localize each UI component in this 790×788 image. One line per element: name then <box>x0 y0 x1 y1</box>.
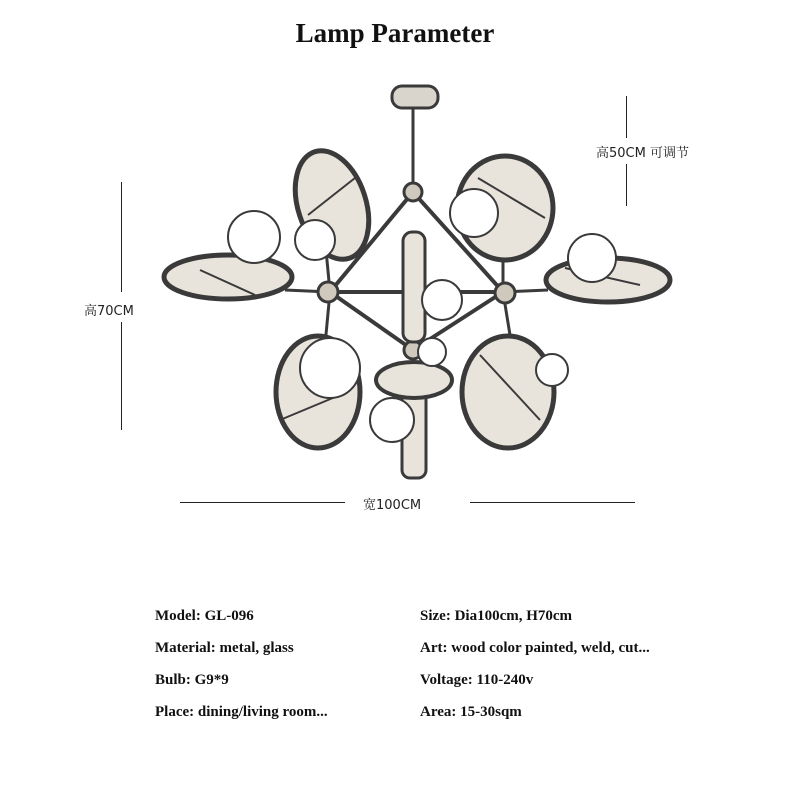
dim-width-label: 宽100CM <box>363 494 421 513</box>
ring-left <box>164 255 292 299</box>
globe-bottom-left <box>300 338 360 398</box>
ring-center-vertical <box>403 232 425 342</box>
globe-center-low <box>418 338 446 366</box>
dim-width-line-left <box>180 502 345 503</box>
spec-size: Size: Dia100cm, H70cm <box>420 608 573 624</box>
dim-adjustable-line-top <box>626 96 627 138</box>
page-title: Lamp Parameter <box>295 18 495 48</box>
globe-top-left-inner <box>295 220 335 260</box>
dim-height-label: 高70CM <box>84 300 134 319</box>
spec-model: Model: GL-096 <box>155 608 254 624</box>
dim-height-line-bottom <box>121 322 122 430</box>
globe-bottom-center <box>370 398 414 442</box>
spec-art: Art: wood color painted, weld, cut... <box>420 640 650 656</box>
spec-area: Area: 15-30sqm <box>420 704 522 720</box>
globe-right <box>568 234 616 282</box>
spec-voltage: Voltage: 110-240v <box>420 672 534 688</box>
ring-bottom-right <box>462 336 554 448</box>
spec-material: Material: metal, glass <box>155 640 294 656</box>
spec-place: Place: dining/living room... <box>155 704 328 720</box>
joint-left <box>318 282 338 302</box>
dim-adjustable-line-bottom <box>626 164 627 206</box>
globe-bottom-right <box>536 354 568 386</box>
globe-center <box>422 280 462 320</box>
globe-top-left <box>228 211 280 263</box>
joint-right <box>495 283 515 303</box>
joint-top <box>404 183 422 201</box>
dim-height-line-top <box>121 182 122 292</box>
ceiling-canopy <box>392 86 438 108</box>
dim-width-line-right <box>470 502 635 503</box>
spec-bulb: Bulb: G9*9 <box>155 672 229 688</box>
ring-bottom-center <box>376 362 452 398</box>
globe-top-right <box>450 189 498 237</box>
dim-adjustable-label: 高50CM 可调节 <box>596 142 689 161</box>
